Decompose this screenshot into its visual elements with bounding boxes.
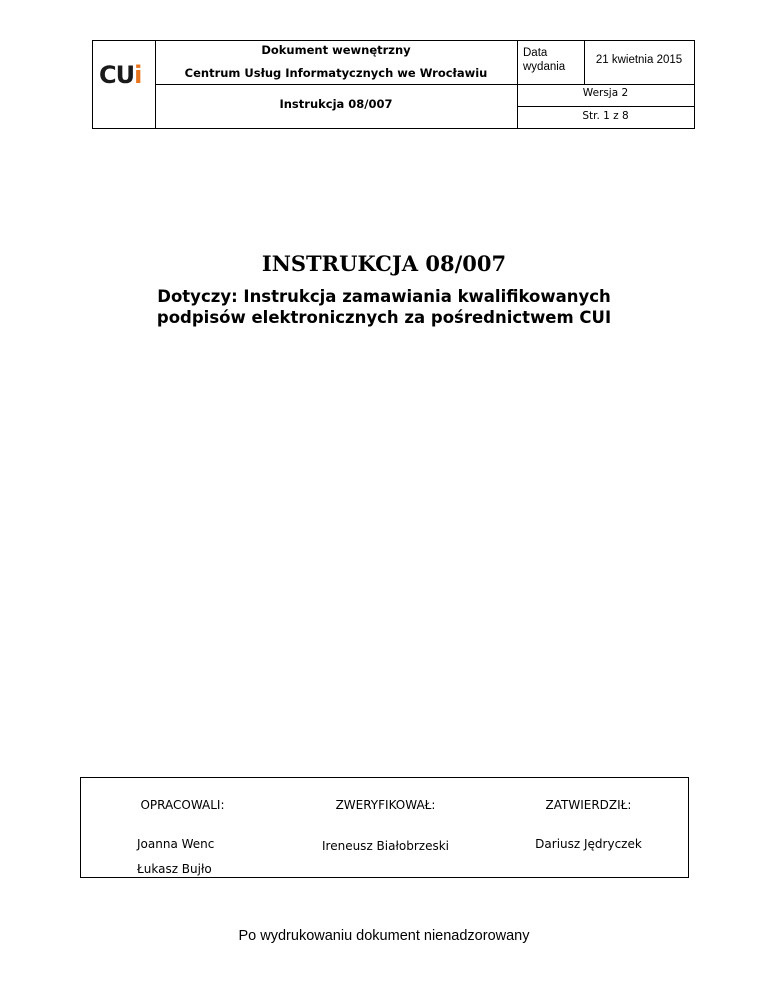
approved-by: Dariusz Jędryczek <box>535 837 642 851</box>
document-title: INSTRUKCJA 08/007 <box>261 251 507 276</box>
page-number: Str. 1 z 8 <box>582 110 629 122</box>
subtitle-line-2: podpisów elektronicznych za pośrednictwem CUI <box>156 308 612 327</box>
issue-date-value: 21 kwietnia 2015 <box>595 54 683 66</box>
logo-text-main: CU <box>99 61 135 89</box>
document-type: Dokument wewnętrzny <box>261 43 411 57</box>
document-subtitle <box>100 286 668 328</box>
prepared-by-1: Joanna Wenc <box>137 837 215 851</box>
prepared-label: OPRACOWALI: <box>140 798 225 812</box>
issue-date-label: Data wydania <box>523 47 566 73</box>
instruction-number: Instrukcja 08/007 <box>279 97 393 111</box>
header-divider <box>517 84 694 85</box>
header-divider <box>155 84 517 85</box>
verified-by: Ireneusz Białobrzeski <box>322 839 449 853</box>
cui-logo <box>99 63 151 103</box>
approval-table <box>80 777 689 878</box>
logo-text-accent: i <box>134 61 142 89</box>
header-divider <box>517 106 694 107</box>
subtitle-line-1: Dotyczy: Instrukcja zamawiania kwalifikowanych <box>157 287 611 306</box>
prepared-by-2: Łukasz Bujło <box>137 862 212 876</box>
organization-name: Centrum Usług Informatycznych we Wrocławiu <box>184 66 488 80</box>
footer-note: Po wydrukowaniu dokument nienadzorowany <box>238 928 530 944</box>
document-header-table <box>92 40 695 129</box>
approved-label: ZATWIERDZIŁ: <box>545 798 632 812</box>
version: Wersja 2 <box>582 87 629 99</box>
verified-label: ZWERYFIKOWAŁ: <box>335 798 436 812</box>
